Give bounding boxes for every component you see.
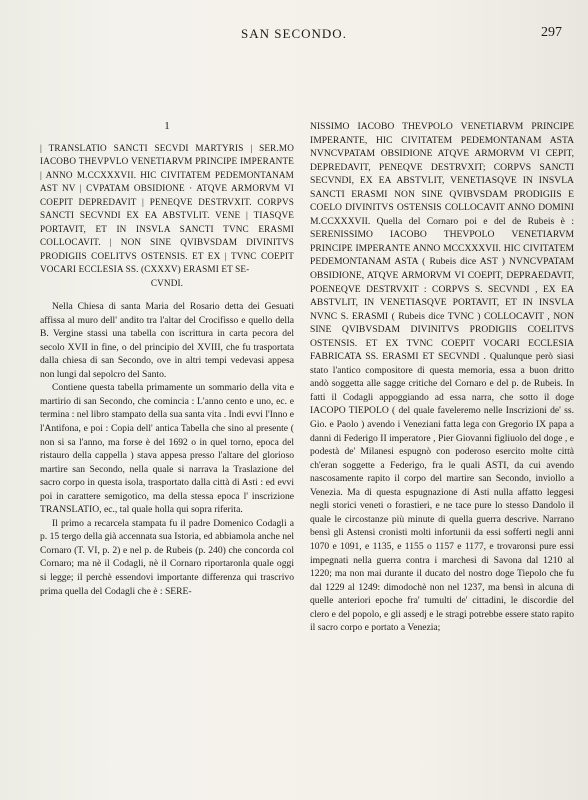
section-number: 1 — [164, 120, 170, 132]
paragraph: Contiene questa tabella primamente un sommario della vita e martirio di san Secondo, che comincia : L'anno cento e uno, ec. e termina : nel libro stampato della sua santa vita . Indi evvi l'Inno e l'Antifona, e poi : Copia dell' antica Tabella che sino al presente ( non si sa l'anno, ma forse è del 1692 o in quel torno, epoca del ristauro della cappella ) stava appesa presso l'altare del glorioso martire san Secondo, nella quale si narrava la Traslazione del sacro corpo in questa isola, trasportato dalla città di Asti : ed evvi poi in carattere semigotico, ma della stessa epoca l' inscrizione TRANSLATIO, ec., tal quale holla qui sopra riferita. — [40, 382, 294, 516]
left-column — [40, 120, 294, 598]
page-header — [0, 26, 588, 46]
latin-inscription-end: CVNDI. — [150, 277, 184, 288]
paragraph: Il primo a recarcela stampata fu il padre Domenico Codagli a p. 15 tergo della già accennata sua Istoria, ed abbiamola anche nel Cornaro (T. VI, p. 2) e nel p. de Rubeis (p. 240) che concorda col Cornaro; ma nè il Codagli, nè il Cornaro riportaronla quale oggi si legge; il perchè essendovi importante differenza qui trascrivo prima quella del Codagli che è : SERE- — [40, 517, 294, 597]
page-number: 297 — [541, 25, 562, 40]
paragraph: Nella Chiesa di santa Maria del Rosario detta dei Gesuati affissa al muro dell' andito tra l'altar del Crocifisso e quello della B. Vergine stassi una tabella con iscrittura in carta pecora del secolo XVII in fine, o del principio del XVIII, che fu trasportata dalla chiesa di san Secondo, ove in altri tempi vedevasi appesa non lungi dal sepolcro del Santo. — [40, 301, 294, 380]
paragraph: NISSIMO IACOBO THEVPOLO VENETIARVM PRINCIPE IMPERANTE, HIC CIVITATEM PEDEMONTANAM ASTA NVNCVPATAM OBSIDIONE ATQVE ARMORVM VI CEPIT, DEPREDAVIT, PENEQVE DESTRVXIT; CORPVS SANCTI SECVNDI, EX EA ABSTVLIT, VENETIASQVE IN INSVLA SANCTI ERASMI NON SINE QVIBVSDAM PRODIGIIS E COELO DIVINITVS OSTENSIS COLLOCAVIT ANNO DOMINI M.CCXXXVII. Quella del Cornaro poi e del de Rubeis è : SERENISSIMO IACOBO THEVPOLO VENETIARVM PRINCIPE IMPERANTE ANNO MCCXXXVII. HIC CIVITATEM PEDEMONTANAM ASTA ( Rubeis dice AST ) NVNCVPATAM OBSIDIONE, ATQVE ARMORVM VI COEPIT, DEPRAEDAVIT, POENEQVE DESTRVXIT : CORPVS S. SECVNDI , EX EA ABSTVLIT, IN VENETIASQVE PORTAVIT, ET IN INSVLA NVNC S. ERASMI ( Rubeis dice TVNC ) COLLOCAVIT , NON SINE QVIBVSDAM DIVINITVS PRODIGIIS COELITVS OSTENSIS. ET EX TVNC COEPIT VOCARI ECCLESIA FABRICATA SS. ERASMI ET SECVNDI . Qualunque però siasi stato l'antico compositore di questa memoria, essa a buon dritto andò soggetta alle sagge critiche del Cornaro e del p. de Rubeis. In fatti il Codagli appoggiando ad essa narra, che sotto il doge IACOPO TIEPOLO ( del quale faveleremo nelle Inscrizioni de' ss. Gio. e Paolo ) avendo i Veneziani fatta lega con Gregorio IX papa a danni di Federigo II imperatore , Pier Giovanni figliuolo del doge , e podestà de' Milanesi espugnò con poderoso esercito molte città ch'eran soggette a Federigo, fra le quali ASTI, da cui avendo nascosamente rapito il corpo del martire san Secondo, inviollo a Venezia. Ma di questa espugnazione di Asti nulla affatto leggesi negli storici veneti o forastieri, e ne tace pure lo stesso Dandolo il quale le circostanze più minute di quella guerra descrive. Narrano bensì gli Astensi cronisti molti infortunii da essi sofferti negli anni 1070 e 1091, e 1135, e 1155 o 1157 e 1177, e trovaronsi pure essi impegnati nella guerra contra i marchesi di Savona dal 1210 al 1220; ma non mai durante il ducato del nostro doge Tiepolo che fu dal 1229 al 1249: dimodochè non nel 1237, ma bensì in alcuna di quelle anteriori epoche fra' tumulti de' cittadini, le discordie del clero e del popolo, e gli assedj e le stragi potrebbe essere stato rapito il sacro corpo e portato a Venezia; — [310, 121, 574, 634]
running-title: SAN SECONDO. — [241, 26, 347, 41]
latin-inscription: | TRANSLATIO SANCTI SECVDI MARTYRIS | SER.MO IACOBO THEVPVLO VENETIARVM PRINCIPE IMPERANTE | ANNO M.CCXXXVII. HIC CIVITATEM PEDEMONTANAM AST NV | CVPATAM OBSIDIONE · ATQVE ARMORVM VI COEPIT DEPREDAVIT | PENEQVE DESTRVXIT. CORPVS SANCTI SECVNDI EX EA ABSTVLIT. VENE | TIASQVE PORTAVIT, ET IN INSVLA SANCTI TVNC ERASMI COLLOCAVIT. | NON SINE QVIBVSDAM DIVINITVS PRODIGIIS COELITVS OSTENSIS. ET EX | TVNC COEPIT VOCARI ECCLESIA SS. (CXXXV) ERASMI ET SE- — [40, 142, 294, 275]
right-column — [310, 120, 574, 635]
